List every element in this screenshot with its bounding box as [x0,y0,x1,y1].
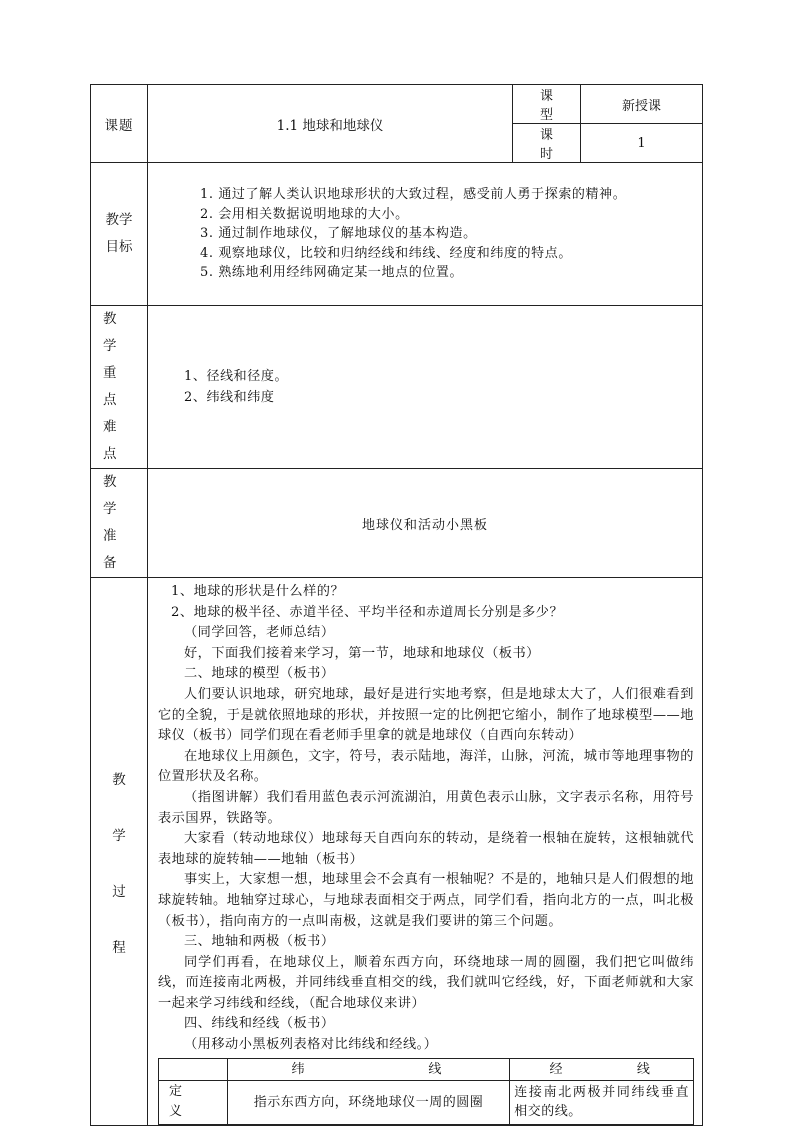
keypoints-label-line1: 教学 [103,311,129,354]
process-label-char: 过 [112,884,126,901]
compare-header-meridian-char2: 线 [636,1061,654,1077]
process-paragraph: 大家看（转动地球仪）地球每天自西向东的转动，是绕着一根轴在旋转，这根轴就代表地球的旋转轴——地轴（板书） [158,831,694,867]
prep-content: 地球仪和活动小黑板 [148,469,703,578]
compare-table [158,1058,694,1125]
compare-row-label [159,1080,228,1124]
keypoint-item: 2、纬线和纬度 [184,390,275,405]
process-paragraph: 好，下面我们接着来学习，第一节，地球和地球仪（板书） [184,645,540,661]
process-paragraph: 四、纬线和经线（板书） [184,1016,335,1032]
compare-weft-definition: 指示东西方向，环绕地球仪一周的圆圈 [227,1080,510,1124]
goal-item: 1. 通过了解人类认识地球形状的大致过程，感受前人勇于探索的精神。 [200,187,627,203]
prep-label-line1: 教学 [103,474,129,517]
process-paragraph: （用移动小黑板列表格对比纬线和经线。） [184,1037,438,1053]
process-label-char: 学 [112,828,126,845]
compare-row-label-text: 定义 [169,1084,183,1120]
compare-header-weft-char2: 线 [428,1061,446,1077]
process-paragraph: 事实上，大家想一想，地球里会不会真有一根轴呢？不是的，地轴只是人们假想的地球旋转轴。地轴穿过球心，与地球表面相交于两点，同学们看，指向北方的一点，叫北极（板书），指向南方的一点叫南极，这就是我们要讲的第三个问题。 [158,872,694,929]
keypoints-label-line3: 难点 [103,419,129,462]
goal-item: 5. 熟练地利用经纬网确定某一地点的位置。 [200,265,464,281]
goals-content [148,163,703,306]
compare-header-blank [159,1058,228,1080]
compare-header-meridian [510,1058,694,1080]
process-paragraph: 人们要认识地球，研究地球，最好是进行实地考察，但是地球太大了，人们很难看到它的全貌，于是就依照地球的形状，并按照一定的比例把它缩小，制作了地球模型——地球仪（板书）同学们现在看老师手里拿的就是地球仪（自西向东转动） [158,686,694,744]
process-paragraph: 二、地球的模型（板书） [184,666,335,682]
goal-item: 2. 会用相关数据说明地球的大小。 [200,206,409,222]
process-paragraph: 1、地球的形状是什么样的？ [171,584,345,599]
lesson-title: 1.1 地球和地球仪 [148,85,513,163]
keypoints-label-line2: 重点 [103,365,129,408]
process-paragraph: （指图讲解）我们看用蓝色表示河流湖泊，用黄色表示山脉，文字表示名称，用符号表示国界，铁路等。 [158,789,694,826]
process-paragraph: 同学们再看，在地球仪上，顺着东西方向，环绕地球一周的圆圈，我们把它叫做纬线，而连接南北两极，并同纬线垂直相交的线，我们就叫它经线，好，下面老师就和大家一起来学习纬线和经线，（配合地球仪来讲） [158,954,694,1011]
goal-item: 3. 通过制作地球仪，了解地球仪的基本构造。 [200,226,477,242]
hours-label: 课 时 [513,124,581,163]
lesson-plan-table [90,84,703,1126]
process-label-cell [91,578,148,1126]
prep-label-cell [91,469,148,578]
lesson-label: 课题 [91,85,148,163]
goal-item: 4. 观察地球仪，比较和归纳经线和纬线、经度和纬度的特点。 [200,245,572,261]
keypoints-label-cell [91,306,148,469]
process-paragraph: （同学回答，老师总结） [184,625,335,641]
compare-header-weft [227,1058,510,1080]
process-label-char: 教 [112,772,126,789]
process-label-char: 程 [112,940,126,957]
type-label: 课 型 [513,85,581,124]
compare-header-meridian-char1: 经 [549,1061,567,1077]
type-value: 新授课 [581,85,703,124]
keypoints-content [148,306,703,469]
hours-value: 1 [581,124,703,163]
keypoint-item: 1、径线和径度。 [184,369,289,384]
process-paragraph: 2、地球的极半径、赤道半径、平均半径和赤道周长分别是多少？ [171,604,564,620]
process-content [148,578,703,1126]
compare-meridian-definition: 连接南北两极并同纬线垂直相交的线。 [510,1080,694,1124]
process-paragraph: 三、地轴和两极（板书） [184,934,335,950]
goals-label-line1: 教学 [105,212,133,228]
prep-label-line2: 准备 [103,528,129,571]
goals-label-cell [91,163,148,306]
compare-header-weft-char1: 纬 [291,1061,309,1077]
process-paragraph: 在地球仪上用颜色，文字，符号，表示陆地，海洋，山脉，河流，城市等地理事物的位置形状及名称。 [158,748,694,785]
goals-label-line2: 目标 [105,239,133,255]
